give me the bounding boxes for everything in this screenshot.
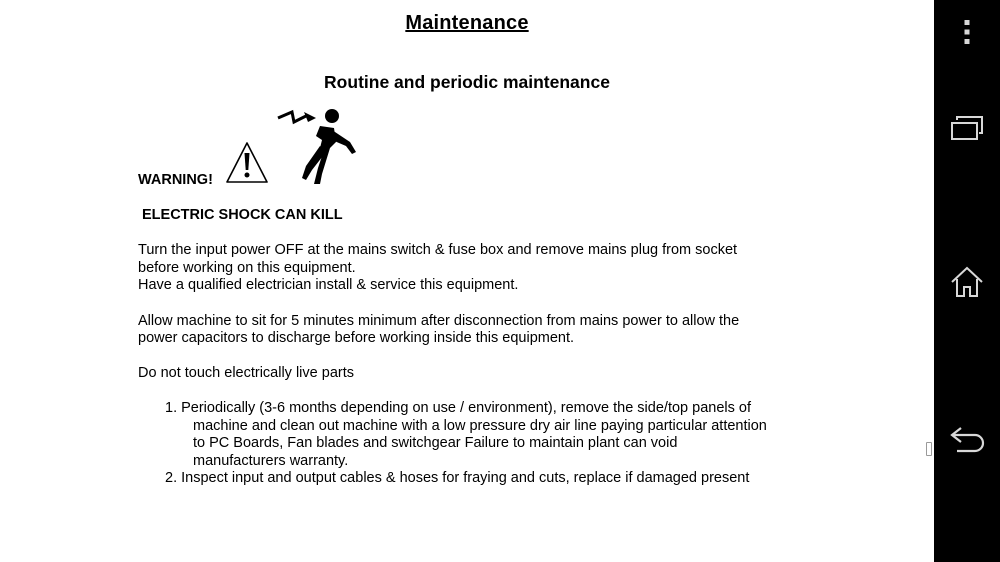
paragraph-line: Turn the input power OFF at the mains switch & fuse box and remove mains plug from socket: [138, 242, 738, 258]
list-item-continuation: manufacturers warranty.: [193, 453, 349, 469]
section-heading: Routine and periodic maintenance: [324, 72, 610, 92]
list-item-continuation: to PC Boards, Fan blades and switchgear Failure to maintain plant can void: [193, 435, 678, 451]
warning-label: WARNING!: [138, 172, 213, 188]
back-button[interactable]: [934, 420, 1000, 460]
list-item-continuation: machine and clean out machine with a low pressure dry air line paying particular attention: [193, 418, 767, 434]
recent-apps-icon: [949, 114, 985, 142]
paragraph-line: before working on this equipment.: [138, 260, 356, 276]
overflow-menu-button[interactable]: [934, 14, 1000, 50]
paragraph-line: Allow machine to sit for 5 minutes minimum after disconnection from mains power to allow the: [138, 313, 740, 329]
back-icon: [947, 425, 987, 455]
scroll-handle[interactable]: [926, 442, 932, 456]
warning-triangle-icon: [224, 140, 270, 186]
home-icon: [949, 265, 985, 299]
overflow-menu-icon: [962, 18, 972, 46]
list-item: 2. Inspect input and output cables & hoses for fraying and cuts, replace if damaged present: [165, 470, 750, 486]
home-button[interactable]: [934, 262, 1000, 302]
navigation-bar: [934, 0, 1000, 562]
paragraph-line: Have a qualified electrician install & service this equipment.: [138, 277, 519, 293]
paragraph-line: Do not touch electrically live parts: [138, 365, 354, 381]
electric-shock-icon: [276, 108, 360, 186]
shock-heading: ELECTRIC SHOCK CAN KILL: [142, 207, 343, 223]
list-item: 1. Periodically (3-6 months depending on use / environment), remove the side/top panels of: [165, 400, 751, 416]
recent-apps-button[interactable]: [934, 108, 1000, 148]
paragraph-line: power capacitors to discharge before working inside this equipment.: [138, 330, 575, 346]
page-title: Maintenance: [405, 12, 529, 34]
